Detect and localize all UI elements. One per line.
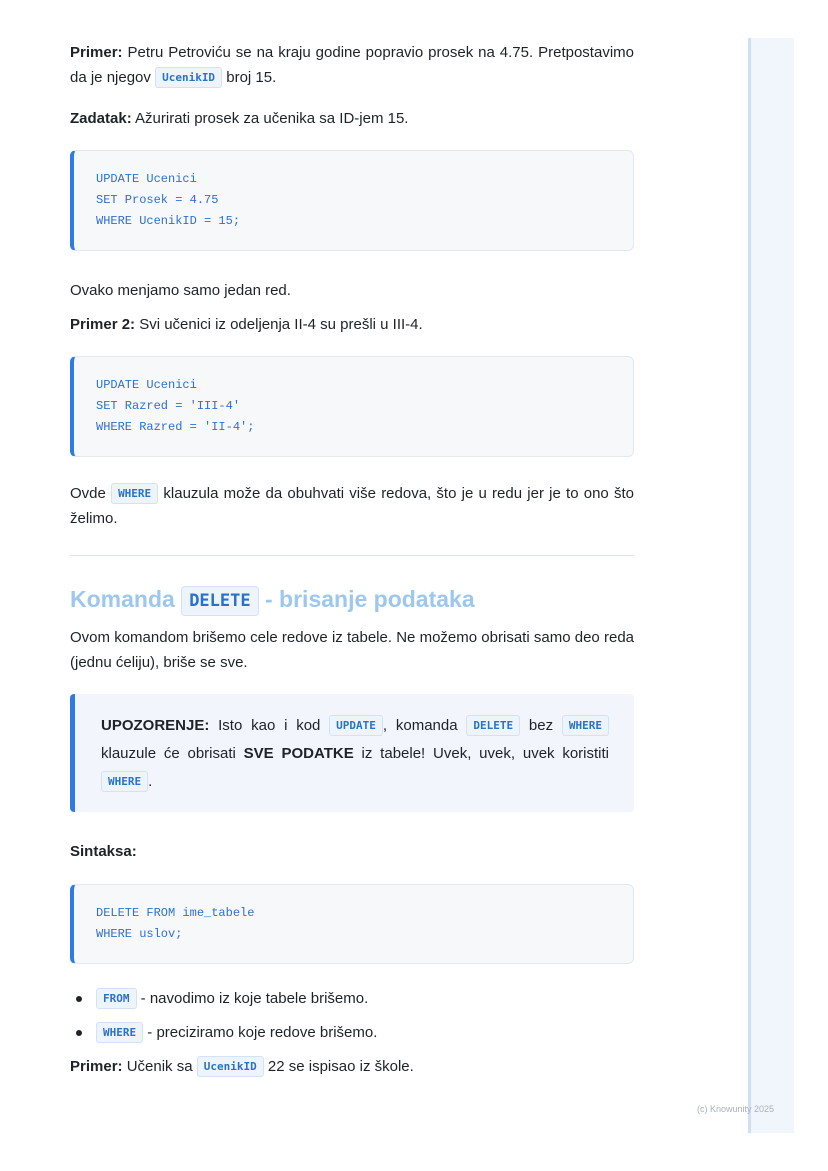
section-heading: Komanda DELETE - brisanje podataka [70, 581, 634, 617]
inline-code: WHERE [101, 771, 148, 792]
code-line: WHERE UcenikID = 15; [96, 214, 241, 228]
bullet-icon [76, 1030, 82, 1036]
task-paragraph: Zadatak: Ažurirati prosek za učenika sa ID-jem 15. [70, 110, 409, 127]
inline-code: WHERE [96, 1022, 143, 1043]
syntax-label: Sintaksa: [70, 843, 137, 860]
list-item: FROM - navodimo iz koje tabele brišemo. [76, 982, 634, 1016]
heading-code: DELETE [181, 586, 258, 616]
code-line: DELETE FROM ime_tabele [96, 906, 255, 920]
inline-code: WHERE [111, 483, 158, 504]
warning-text: UPOZORENJE: Isto kao i kod UPDATE , komanda DELETE bez WHERE klauzule će obrisati SVE PODATKE iz tabele! Uvek, uvek, uvek koristiti WHERE . [101, 717, 610, 790]
section-divider [70, 555, 634, 556]
code-line: WHERE uslov; [96, 927, 183, 941]
inline-code: FROM [96, 988, 137, 1009]
code-block-update-2 [70, 356, 634, 457]
example-3-paragraph: Primer: Učenik sa UcenikID 22 se ispisao iz škole. [70, 1058, 414, 1075]
inline-code: DELETE [466, 715, 520, 736]
copyright-footer: (c) Knowunity 2025 [696, 1104, 774, 1114]
list-item: WHERE - preciziramo koje redove brišemo. [76, 1016, 634, 1050]
code-line: UPDATE Ucenici [96, 172, 197, 186]
example-1-paragraph: Primer: Petru Petroviću se na kraju godine popravio prosek na 4.75. Pretpostavimo da je njegov UcenikID broj 15. [70, 44, 634, 86]
inline-code: WHERE [562, 715, 609, 736]
syntax-bullet-list [70, 982, 634, 1050]
example-2-paragraph: Primer 2: Svi učenici iz odeljenja II-4 su prešli u III-4. [70, 316, 423, 333]
bullet-icon [76, 996, 82, 1002]
code-line: WHERE Razred = 'II-4'; [96, 420, 255, 434]
code-line: UPDATE Ucenici [96, 378, 197, 392]
explanation-paragraph: Ovako menjamo samo jedan red. [70, 282, 291, 299]
warning-callout [70, 694, 634, 812]
section-intro-paragraph: Ovom komandom brišemo cele redove iz tabele. Ne možemo obrisati samo deo reda (jednu ćeliju), briše se sve. [70, 629, 634, 671]
code-line: SET Razred = 'III-4' [96, 399, 241, 413]
where-explanation-paragraph: Ovde WHERE klauzula može da obuhvati više redova, što je u redu jer je to ono što želimo. [70, 485, 634, 527]
inline-code: UcenikID [197, 1056, 264, 1077]
code-block-update-1 [70, 150, 634, 251]
code-line: SET Prosek = 4.75 [96, 193, 219, 207]
code-block-delete-syntax [70, 884, 634, 964]
document-content [70, 40, 634, 1079]
right-margin-panel [748, 38, 794, 1133]
inline-code: UcenikID [155, 67, 222, 88]
inline-code: UPDATE [329, 715, 383, 736]
